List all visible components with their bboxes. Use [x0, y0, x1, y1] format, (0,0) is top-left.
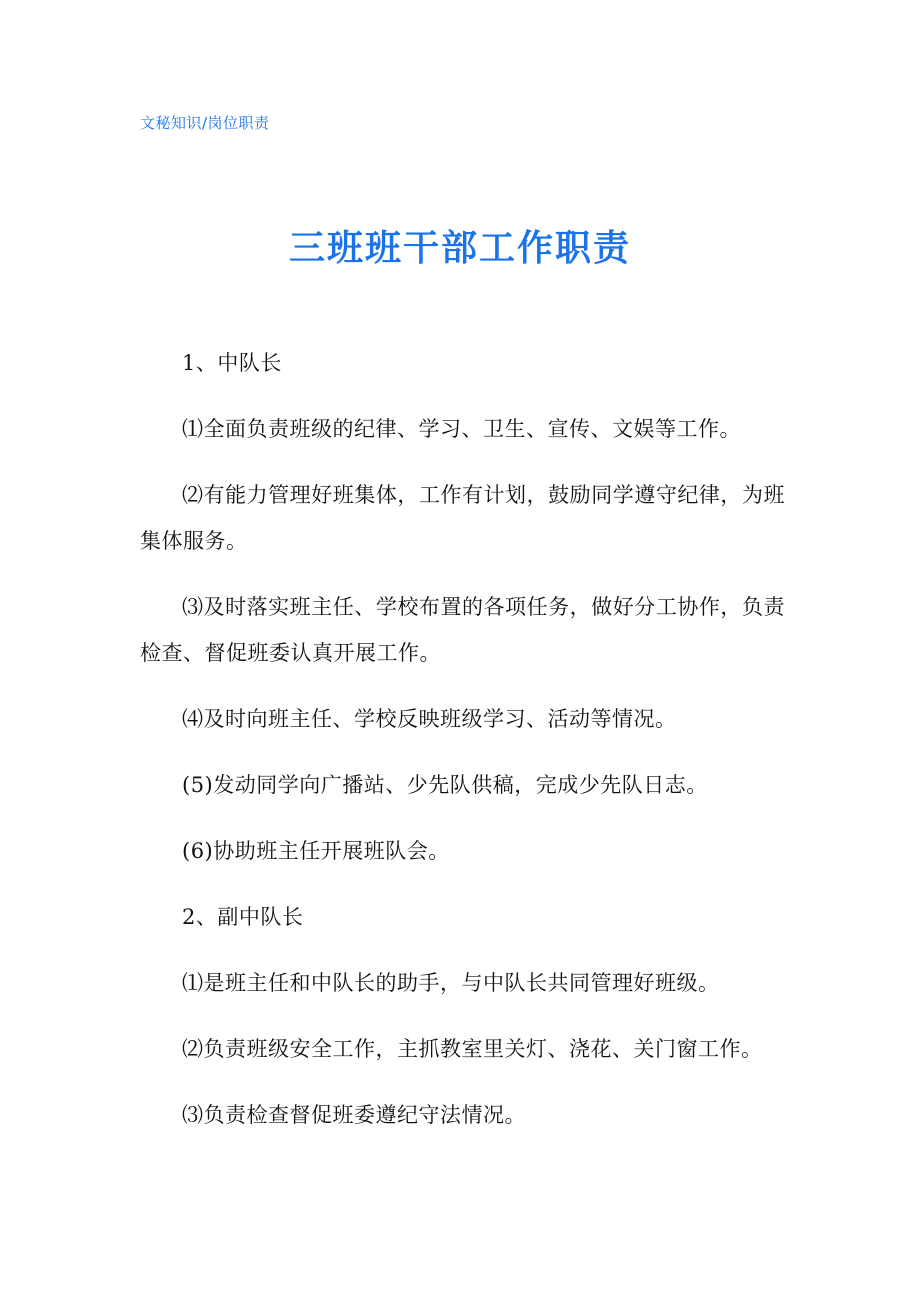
paragraph: ⑵负责班级安全工作，主抓教室里关灯、浇花、关门窗工作。 — [182, 1037, 763, 1061]
paragraph: (5)发动同学向广播站、少先队供稿，完成少先队日志。 — [182, 773, 708, 797]
paragraph: ⑴全面负责班级的纪律、学习、卫生、宣传、文娱等工作。 — [182, 417, 741, 441]
paragraph: ⑷及时向班主任、学校反映班级学习、活动等情况。 — [182, 707, 677, 731]
paragraph: ⑴是班主任和中队长的助手，与中队长共同管理好班级。 — [182, 971, 720, 995]
section-heading-2: 2、副中队长 — [182, 905, 304, 929]
document-body — [140, 340, 785, 1158]
paragraph: ⑶及时落实班主任、学校布置的各项任务，做好分工协作，负责检查、督促班委认真开展工作。 — [140, 595, 785, 665]
paragraph: ⑵有能力管理好班集体，工作有计划，鼓励同学遵守纪律，为班集体服务。 — [140, 483, 785, 553]
paragraph: ⑶负责检查督促班委遵纪守法情况。 — [182, 1103, 526, 1127]
paragraph: (6)协助班主任开展班队会。 — [182, 839, 450, 863]
category-breadcrumb: 文秘知识/岗位职责 — [140, 114, 270, 132]
document-title: 三班班干部工作职责 — [288, 228, 631, 269]
section-heading-1: 1、中队长 — [182, 351, 282, 375]
